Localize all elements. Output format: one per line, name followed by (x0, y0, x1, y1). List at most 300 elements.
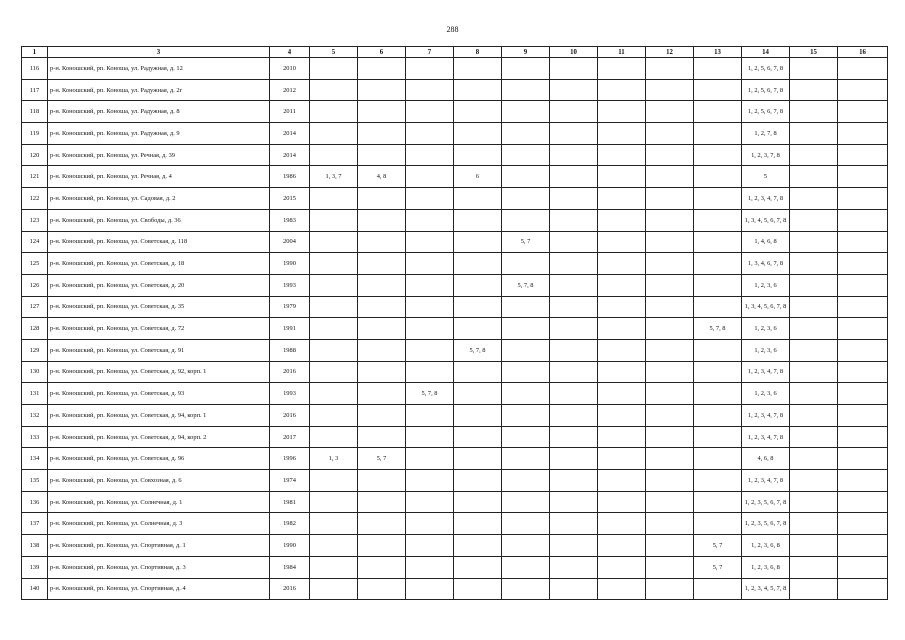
value-cell (358, 209, 406, 231)
value-cell (838, 274, 888, 296)
value-cell (790, 318, 838, 340)
value-cell (406, 405, 454, 427)
value-cell (790, 58, 838, 80)
address-cell: р-н. Коношский, рп. Коноша, ул. Речная, д. 4 (48, 166, 270, 188)
value-cell (454, 253, 502, 275)
value-cell (406, 253, 454, 275)
value-cell (598, 513, 646, 535)
table-row (22, 58, 888, 80)
value-cell (550, 166, 598, 188)
value-cell (406, 578, 454, 600)
value-cell (406, 491, 454, 513)
value-cell: 1, 3, 4, 5, 6, 7, 8 (742, 296, 790, 318)
value-cell (646, 491, 694, 513)
value-cell (790, 253, 838, 275)
value-cell (838, 578, 888, 600)
value-cell (310, 79, 358, 101)
value-cell (454, 209, 502, 231)
value-cell (838, 253, 888, 275)
page-number: 288 (446, 25, 459, 34)
year-cell: 1991 (270, 318, 310, 340)
row-number-cell: 125 (22, 253, 48, 275)
value-cell (694, 123, 742, 145)
value-cell: 1, 2, 5, 6, 7, 8 (742, 101, 790, 123)
value-cell (598, 58, 646, 80)
value-cell: 5, 7 (694, 556, 742, 578)
table-row (22, 556, 888, 578)
value-cell (406, 144, 454, 166)
value-cell (550, 556, 598, 578)
value-cell (790, 491, 838, 513)
column-header: 16 (838, 47, 888, 58)
value-cell (550, 405, 598, 427)
value-cell (646, 79, 694, 101)
value-cell (598, 578, 646, 600)
value-cell (502, 79, 550, 101)
value-cell: 1, 3, 4, 5, 6, 7, 8 (742, 209, 790, 231)
year-cell: 1982 (270, 513, 310, 535)
value-cell (454, 383, 502, 405)
value-cell (550, 448, 598, 470)
value-cell (598, 123, 646, 145)
value-cell (406, 556, 454, 578)
value-cell (694, 578, 742, 600)
value-cell (598, 405, 646, 427)
table-row (22, 578, 888, 600)
value-cell (406, 448, 454, 470)
value-cell (406, 318, 454, 340)
value-cell (550, 491, 598, 513)
value-cell (838, 101, 888, 123)
value-cell (358, 58, 406, 80)
value-cell (358, 513, 406, 535)
table-row (22, 209, 888, 231)
value-cell (598, 535, 646, 557)
value-cell (598, 470, 646, 492)
value-cell (646, 231, 694, 253)
value-cell (310, 209, 358, 231)
row-number-cell: 122 (22, 188, 48, 210)
value-cell (454, 296, 502, 318)
value-cell (790, 231, 838, 253)
value-cell (358, 188, 406, 210)
value-cell (406, 535, 454, 557)
value-cell (310, 253, 358, 275)
table-row (22, 405, 888, 427)
value-cell (790, 513, 838, 535)
value-cell (406, 426, 454, 448)
value-cell (358, 383, 406, 405)
value-cell (838, 209, 888, 231)
value-cell (598, 426, 646, 448)
value-cell (694, 274, 742, 296)
value-cell (502, 383, 550, 405)
row-number-cell: 118 (22, 101, 48, 123)
row-number-cell: 138 (22, 535, 48, 557)
value-cell: 4, 8 (358, 166, 406, 188)
value-cell: 1, 2, 5, 6, 7, 8 (742, 58, 790, 80)
value-cell (454, 426, 502, 448)
year-cell: 2010 (270, 58, 310, 80)
table-row (22, 513, 888, 535)
value-cell (454, 188, 502, 210)
year-cell: 1996 (270, 448, 310, 470)
value-cell (550, 274, 598, 296)
value-cell (502, 253, 550, 275)
value-cell (550, 188, 598, 210)
value-cell: 1, 2, 3, 4, 5, 7, 8 (742, 578, 790, 600)
value-cell (310, 144, 358, 166)
value-cell (598, 166, 646, 188)
value-cell (646, 144, 694, 166)
value-cell: 1, 2, 3, 4, 7, 8 (742, 361, 790, 383)
value-cell (310, 188, 358, 210)
value-cell: 1, 2, 3, 4, 7, 8 (742, 188, 790, 210)
value-cell (406, 361, 454, 383)
value-cell: 1, 2, 3, 4, 7, 8 (742, 405, 790, 427)
value-cell (790, 383, 838, 405)
value-cell (406, 231, 454, 253)
address-cell: р-н. Коношский, рп. Коноша, ул. Спортивная, д. 4 (48, 578, 270, 600)
value-cell: 1, 3, 7 (310, 166, 358, 188)
value-cell (502, 166, 550, 188)
value-cell (838, 361, 888, 383)
value-cell (694, 448, 742, 470)
value-cell (598, 383, 646, 405)
value-cell: 1, 3 (310, 448, 358, 470)
address-cell: р-н. Коношский, рп. Коноша, ул. Солнечная, д. 1 (48, 491, 270, 513)
value-cell (550, 383, 598, 405)
table-row (22, 491, 888, 513)
year-cell: 2016 (270, 578, 310, 600)
value-cell (646, 470, 694, 492)
value-cell (694, 405, 742, 427)
value-cell (550, 535, 598, 557)
value-cell (310, 578, 358, 600)
value-cell (406, 209, 454, 231)
value-cell (646, 318, 694, 340)
value-cell (310, 361, 358, 383)
value-cell (598, 491, 646, 513)
address-cell: р-н. Коношский, рп. Коноша, ул. Советская, д. 92, корп. 1 (48, 361, 270, 383)
value-cell (310, 513, 358, 535)
value-cell: 1, 2, 3, 4, 7, 8 (742, 426, 790, 448)
row-number-cell: 130 (22, 361, 48, 383)
year-cell: 1988 (270, 339, 310, 361)
column-header: 6 (358, 47, 406, 58)
value-cell (790, 361, 838, 383)
table-row (22, 166, 888, 188)
value-cell (502, 318, 550, 340)
value-cell (598, 556, 646, 578)
value-cell (694, 426, 742, 448)
value-cell (694, 296, 742, 318)
value-cell (550, 513, 598, 535)
year-cell: 2016 (270, 405, 310, 427)
value-cell (310, 296, 358, 318)
value-cell (310, 426, 358, 448)
value-cell: 1, 2, 5, 6, 7, 8 (742, 79, 790, 101)
value-cell (838, 231, 888, 253)
value-cell (358, 274, 406, 296)
value-cell: 5 (742, 166, 790, 188)
year-cell: 1993 (270, 274, 310, 296)
value-cell (694, 383, 742, 405)
row-number-cell: 139 (22, 556, 48, 578)
value-cell (454, 470, 502, 492)
header-row (22, 47, 888, 58)
table-row (22, 535, 888, 557)
value-cell (598, 361, 646, 383)
row-number-cell: 131 (22, 383, 48, 405)
value-cell: 1, 2, 3, 6 (742, 383, 790, 405)
value-cell (502, 188, 550, 210)
value-cell (454, 535, 502, 557)
table-row (22, 426, 888, 448)
value-cell (646, 101, 694, 123)
value-cell: 1, 2, 3, 6, 8 (742, 535, 790, 557)
value-cell (694, 253, 742, 275)
row-number-cell: 134 (22, 448, 48, 470)
value-cell (550, 79, 598, 101)
row-number-cell: 128 (22, 318, 48, 340)
value-cell: 5, 7, 8 (454, 339, 502, 361)
address-cell: р-н. Коношский, рп. Коноша, ул. Радужная, д. 9 (48, 123, 270, 145)
row-number-cell: 116 (22, 58, 48, 80)
value-cell (454, 448, 502, 470)
row-number-cell: 121 (22, 166, 48, 188)
value-cell (838, 58, 888, 80)
value-cell (790, 166, 838, 188)
year-cell: 1981 (270, 491, 310, 513)
column-header: 7 (406, 47, 454, 58)
value-cell (646, 58, 694, 80)
value-cell (838, 470, 888, 492)
value-cell (838, 339, 888, 361)
address-cell: р-н. Коношский, рп. Коноша, ул. Радужная, д. 8 (48, 101, 270, 123)
value-cell: 5, 7, 8 (694, 318, 742, 340)
value-cell (550, 58, 598, 80)
table-row (22, 231, 888, 253)
column-header: 8 (454, 47, 502, 58)
column-header: 1 (22, 47, 48, 58)
address-cell: р-н. Коношский, рп. Коноша, ул. Советская, д. 94, корп. 1 (48, 405, 270, 427)
column-header: 4 (270, 47, 310, 58)
value-cell (406, 101, 454, 123)
value-cell (358, 361, 406, 383)
address-cell: р-н. Коношский, рп. Коноша, ул. Советская, д. 72 (48, 318, 270, 340)
value-cell (598, 188, 646, 210)
value-cell: 1, 3, 4, 6, 7, 8 (742, 253, 790, 275)
value-cell (646, 556, 694, 578)
value-cell: 1, 2, 3, 6 (742, 339, 790, 361)
value-cell (550, 578, 598, 600)
value-cell (454, 556, 502, 578)
value-cell (406, 470, 454, 492)
value-cell (502, 123, 550, 145)
year-cell: 2014 (270, 144, 310, 166)
value-cell (406, 339, 454, 361)
value-cell (502, 513, 550, 535)
value-cell (694, 470, 742, 492)
value-cell: 5, 7 (502, 231, 550, 253)
row-number-cell: 133 (22, 426, 48, 448)
value-cell (790, 405, 838, 427)
value-cell (358, 101, 406, 123)
value-cell: 5, 7 (358, 448, 406, 470)
value-cell (550, 209, 598, 231)
value-cell (310, 274, 358, 296)
value-cell (358, 253, 406, 275)
value-cell (454, 491, 502, 513)
value-cell (310, 535, 358, 557)
table-row (22, 79, 888, 101)
table-row (22, 318, 888, 340)
address-cell: р-н. Коношский, рп. Коноша, ул. Советская, д. 118 (48, 231, 270, 253)
value-cell (502, 491, 550, 513)
column-header: 10 (550, 47, 598, 58)
value-cell (838, 383, 888, 405)
value-cell (790, 578, 838, 600)
value-cell (454, 274, 502, 296)
value-cell (406, 123, 454, 145)
year-cell: 1990 (270, 535, 310, 557)
value-cell: 5, 7, 8 (406, 383, 454, 405)
value-cell (358, 231, 406, 253)
value-cell (550, 318, 598, 340)
value-cell (454, 318, 502, 340)
row-number-cell: 120 (22, 144, 48, 166)
value-cell (598, 448, 646, 470)
value-cell (694, 513, 742, 535)
value-cell (646, 535, 694, 557)
row-number-cell: 117 (22, 79, 48, 101)
year-cell: 2016 (270, 361, 310, 383)
value-cell (358, 405, 406, 427)
value-cell (406, 58, 454, 80)
value-cell (358, 296, 406, 318)
year-cell: 1983 (270, 209, 310, 231)
value-cell (790, 101, 838, 123)
value-cell (790, 296, 838, 318)
value-cell (358, 318, 406, 340)
row-number-cell: 124 (22, 231, 48, 253)
value-cell (502, 58, 550, 80)
value-cell (694, 144, 742, 166)
value-cell (646, 448, 694, 470)
address-cell: р-н. Коношский, рп. Коноша, ул. Советская, д. 93 (48, 383, 270, 405)
value-cell (550, 231, 598, 253)
table-row (22, 144, 888, 166)
value-cell (694, 79, 742, 101)
value-cell (502, 556, 550, 578)
value-cell (790, 144, 838, 166)
value-cell (838, 318, 888, 340)
row-number-cell: 126 (22, 274, 48, 296)
value-cell (550, 361, 598, 383)
value-cell (838, 448, 888, 470)
value-cell (406, 274, 454, 296)
value-cell (598, 209, 646, 231)
value-cell (646, 209, 694, 231)
value-cell (646, 383, 694, 405)
column-header: 9 (502, 47, 550, 58)
value-cell (454, 144, 502, 166)
value-cell (838, 513, 888, 535)
row-number-cell: 119 (22, 123, 48, 145)
address-cell: р-н. Коношский, рп. Коноша, ул. Радужная, д. 2г (48, 79, 270, 101)
value-cell (646, 405, 694, 427)
table-row (22, 448, 888, 470)
value-cell (502, 535, 550, 557)
column-header: 14 (742, 47, 790, 58)
row-number-cell: 127 (22, 296, 48, 318)
value-cell (502, 296, 550, 318)
value-cell (838, 166, 888, 188)
value-cell (310, 58, 358, 80)
value-cell (694, 101, 742, 123)
value-cell (598, 231, 646, 253)
column-header: 3 (48, 47, 270, 58)
address-cell: р-н. Коношский, рп. Коноша, ул. Советская, д. 94, корп. 2 (48, 426, 270, 448)
row-number-cell: 137 (22, 513, 48, 535)
value-cell (454, 79, 502, 101)
value-cell: 6 (454, 166, 502, 188)
value-cell: 1, 2, 7, 8 (742, 123, 790, 145)
value-cell: 1, 2, 3, 5, 6, 7, 8 (742, 491, 790, 513)
value-cell (454, 58, 502, 80)
value-cell (598, 144, 646, 166)
value-cell (598, 296, 646, 318)
table-row (22, 253, 888, 275)
value-cell (550, 253, 598, 275)
data-table (21, 46, 888, 600)
value-cell (454, 513, 502, 535)
value-cell (790, 556, 838, 578)
year-cell: 2017 (270, 426, 310, 448)
value-cell (502, 448, 550, 470)
value-cell (790, 123, 838, 145)
year-cell: 2012 (270, 79, 310, 101)
value-cell (358, 535, 406, 557)
value-cell (454, 578, 502, 600)
column-header: 15 (790, 47, 838, 58)
year-cell: 2014 (270, 123, 310, 145)
value-cell (646, 188, 694, 210)
value-cell (358, 339, 406, 361)
value-cell (694, 339, 742, 361)
address-cell: р-н. Коношский, рп. Коноша, ул. Свободы, д. 36 (48, 209, 270, 231)
value-cell: 1, 2, 3, 5, 6, 7, 8 (742, 513, 790, 535)
value-cell (358, 79, 406, 101)
address-cell: р-н. Коношский, рп. Коноша, ул. Советская, д. 91 (48, 339, 270, 361)
value-cell (310, 339, 358, 361)
value-cell (310, 318, 358, 340)
value-cell: 1, 2, 3, 6 (742, 318, 790, 340)
value-cell (310, 556, 358, 578)
value-cell (310, 383, 358, 405)
value-cell (646, 426, 694, 448)
value-cell (598, 274, 646, 296)
value-cell (406, 188, 454, 210)
table-row (22, 361, 888, 383)
value-cell: 4, 6, 8 (742, 448, 790, 470)
value-cell (454, 405, 502, 427)
table-row (22, 296, 888, 318)
value-cell (646, 361, 694, 383)
value-cell (838, 556, 888, 578)
value-cell (790, 470, 838, 492)
